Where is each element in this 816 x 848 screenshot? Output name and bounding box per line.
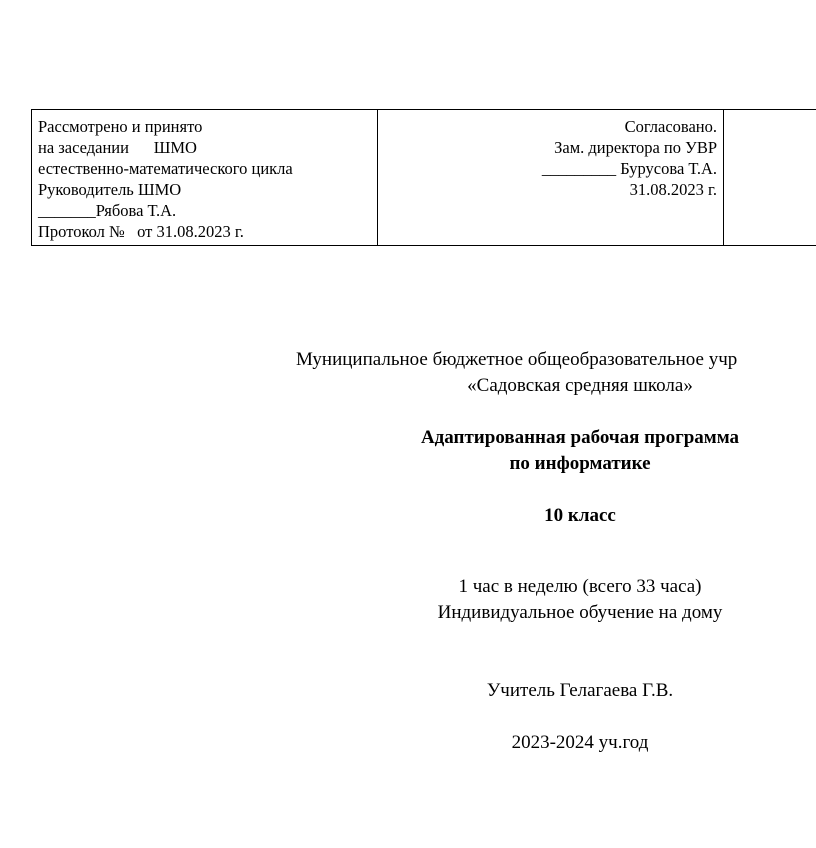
academic-year-label: 2023-2024 уч.год — [511, 732, 649, 753]
program-title: Адаптированная рабочая программа — [420, 427, 740, 448]
program-subject: по информатике — [509, 453, 651, 474]
agreed-line: _________ Бурусова Т.А. — [541, 159, 717, 178]
reviewed-line: Руководитель ШМО — [38, 180, 182, 199]
agreed-lines — [542, 116, 717, 200]
hours-label: 1 час в неделю (всего 33 часа) — [458, 576, 702, 597]
approval-cell-empty — [724, 110, 816, 245]
approval-cell-reviewed — [32, 110, 378, 245]
approval-cell-agreed — [378, 110, 724, 245]
agreed-line: Зам. директора по УВР — [554, 138, 717, 157]
agreed-line: Согласовано. — [624, 117, 717, 136]
reviewed-line: естественно-математического цикла — [38, 159, 293, 178]
reviewed-line: на заседании ШМО — [38, 138, 197, 157]
agreed-line: 31.08.2023 г. — [629, 180, 717, 199]
reviewed-lines — [38, 116, 293, 242]
grade-label: 10 класс — [544, 505, 616, 526]
school-name: Муниципальное бюджетное общеобразовательное учр — [296, 349, 738, 370]
school-title: «Садовская средняя школа» — [467, 375, 693, 396]
reviewed-line: Рассмотрено и принято — [38, 117, 203, 136]
reviewed-line: Протокол № от 31.08.2023 г. — [38, 222, 244, 241]
study-mode-label: Индивидуальное обучение на дому — [437, 602, 723, 623]
reviewed-line: _______Рябова Т.А. — [38, 201, 177, 220]
approval-table — [31, 109, 816, 246]
teacher-label: Учитель Гелагаева Г.В. — [486, 680, 674, 701]
